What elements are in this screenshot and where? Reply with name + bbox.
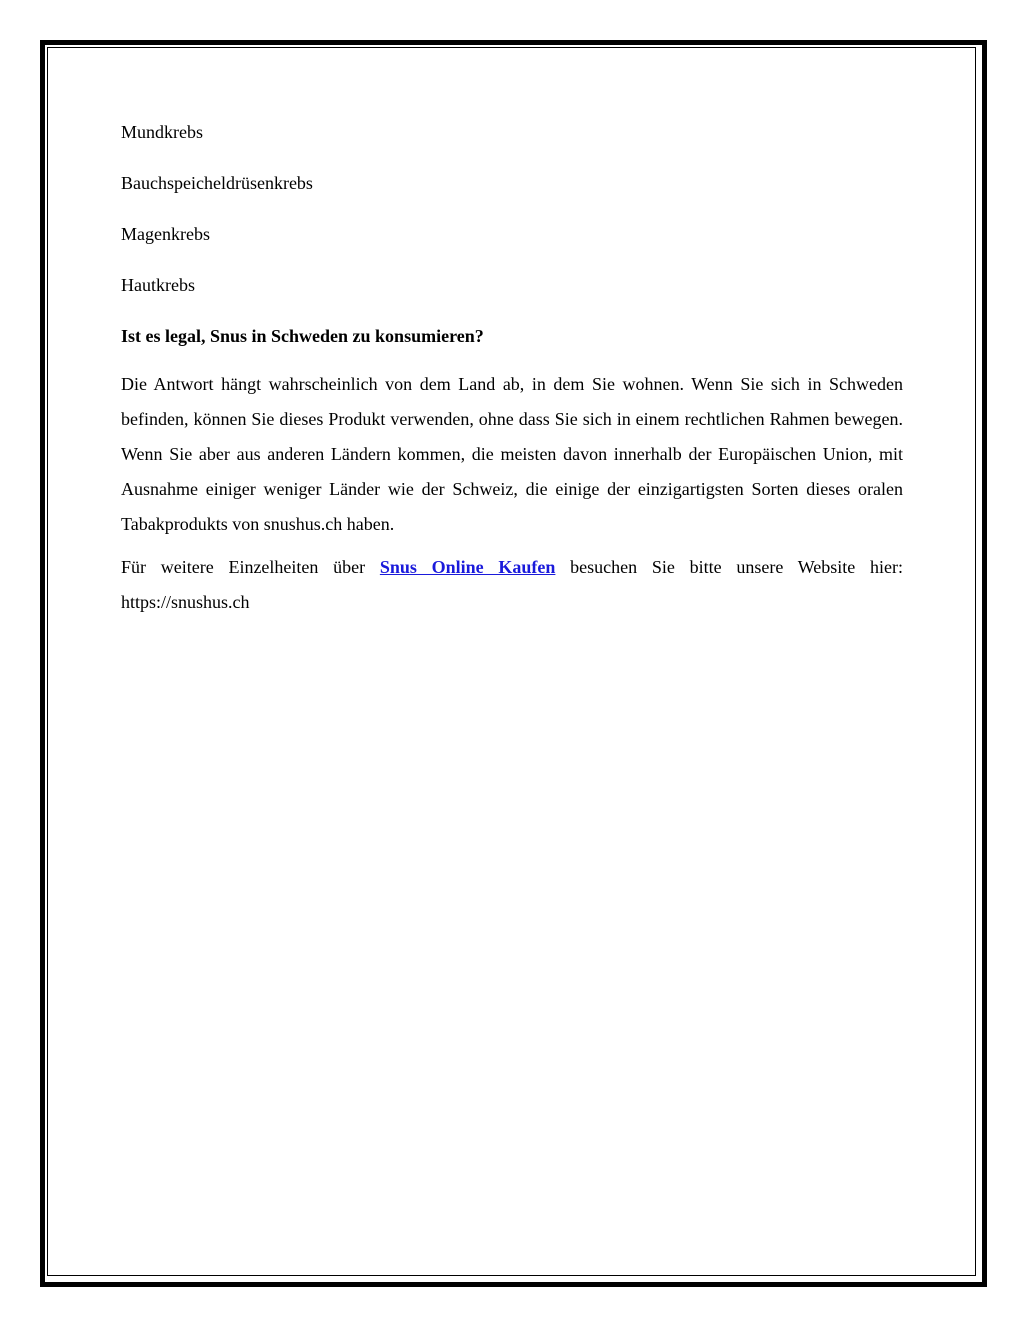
paragraph-answer: Die Antwort hängt wahrscheinlich von dem Land ab, in dem Sie wohnen. Wenn Sie sich in Schweden befinden, können Sie dieses Produkt verwenden, ohne dass Sie sich in einem rechtlichen Rahmen bewegen. Wenn Sie aber aus anderen Ländern kommen, die meisten davon innerhalb der Europäischen Union, mit Ausnahme einiger weniger Länder wie der Schweiz, die einige der einzigartigsten Sorten dieses oralen Tabakprodukts von snushus.ch haben. (121, 374, 903, 534)
snus-online-kaufen-link[interactable]: Snus Online Kaufen (379, 557, 556, 577)
paragraph-more-info (121, 550, 903, 620)
list-item-mundkrebs: Mundkrebs (121, 122, 203, 142)
paragraph-more-info-text-after: besuchen Sie bitte unsere Website hier: https://snushus.ch (121, 557, 903, 612)
paragraph-more-info-text-before: Für weitere Einzelheiten über (121, 557, 380, 577)
section-heading: Ist es legal, Snus in Schweden zu konsumieren? (121, 326, 484, 346)
list-item-hautkrebs: Hautkrebs (121, 275, 195, 295)
list-item-bauchspeicheldruesenkrebs: Bauchspeicheldrüsenkrebs (121, 173, 313, 193)
document-body (121, 118, 903, 628)
list-item-magenkrebs: Magenkrebs (121, 224, 210, 244)
